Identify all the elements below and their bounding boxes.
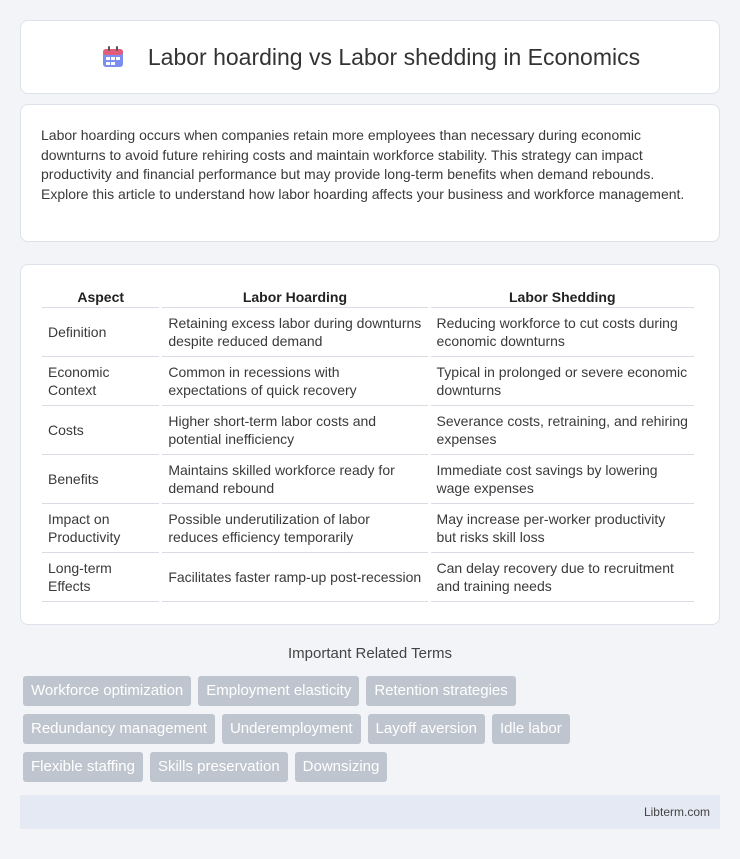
title-card xyxy=(20,20,720,94)
tag-underemployment[interactable]: Underemployment xyxy=(222,714,361,744)
page-title-text: Labor hoarding vs Labor shedding in Economics xyxy=(147,43,641,70)
comparison-table-card xyxy=(20,264,720,625)
tag-row xyxy=(23,676,723,706)
tag-layoff-aversion[interactable]: Layoff aversion xyxy=(368,714,485,744)
row-aspect: Definition xyxy=(42,308,159,357)
row-hoarding: Retaining excess labor during downturns despite reduced demand xyxy=(162,308,427,357)
calendar-icon xyxy=(100,44,126,70)
row-shedding: Immediate cost savings by lowering wage expenses xyxy=(431,455,694,504)
row-aspect: Costs xyxy=(42,406,159,455)
row-aspect: Benefits xyxy=(42,455,159,504)
row-hoarding: Possible underutilization of labor reduces efficiency temporarily xyxy=(162,504,427,553)
row-hoarding: Maintains skilled workforce ready for demand rebound xyxy=(162,455,427,504)
row-hoarding: Facilitates faster ramp-up post-recession xyxy=(162,553,427,602)
intro-card xyxy=(20,104,720,242)
tag-retention-strategies[interactable]: Retention strategies xyxy=(366,676,515,706)
row-shedding: Severance costs, retraining, and rehiring expenses xyxy=(431,406,694,455)
table-header-row xyxy=(42,285,694,308)
tag-redundancy-management[interactable]: Redundancy management xyxy=(23,714,215,744)
tag-skills-preservation[interactable]: Skills preservation xyxy=(150,752,288,782)
table-row xyxy=(42,357,694,406)
intro-text: Labor hoarding occurs when companies retain more employees than necessary during economic downturns to avoid future rehiring costs and maintain workforce stability. This strategy can impact productivity and financial performance but may provide long-term benefits when demand rebounds. Explore this article to understand how labor hoarding affects your business and workforce management. xyxy=(41,127,685,202)
related-terms-list xyxy=(23,676,723,790)
row-hoarding: Higher short-term labor costs and potential inefficiency xyxy=(162,406,427,455)
table-row xyxy=(42,406,694,455)
row-shedding: Reducing workforce to cut costs during economic downturns xyxy=(431,308,694,357)
header-labor-hoarding: Labor Hoarding xyxy=(162,285,427,308)
page-title xyxy=(100,44,640,71)
row-hoarding: Common in recessions with expectations of quick recovery xyxy=(162,357,427,406)
row-aspect: Economic Context xyxy=(42,357,159,406)
table-row xyxy=(42,308,694,357)
footer xyxy=(20,795,720,829)
row-shedding: Can delay recovery due to recruitment and training needs xyxy=(431,553,694,602)
header-aspect: Aspect xyxy=(42,285,159,308)
row-aspect: Long-term Effects xyxy=(42,553,159,602)
tag-flexible-staffing[interactable]: Flexible staffing xyxy=(23,752,143,782)
comparison-table xyxy=(39,285,697,602)
header-labor-shedding: Labor Shedding xyxy=(431,285,694,308)
tag-row xyxy=(23,752,723,782)
related-terms-title: Important Related Terms xyxy=(288,645,452,662)
tag-workforce-optimization[interactable]: Workforce optimization xyxy=(23,676,191,706)
tag-downsizing[interactable]: Downsizing xyxy=(295,752,388,782)
table-row xyxy=(42,553,694,602)
table-row xyxy=(42,504,694,553)
table-row xyxy=(42,455,694,504)
footer-site-link[interactable]: Libterm.com xyxy=(643,805,710,819)
row-shedding: May increase per-worker productivity but risks skill loss xyxy=(431,504,694,553)
row-shedding: Typical in prolonged or severe economic downturns xyxy=(431,357,694,406)
tag-row xyxy=(23,714,723,744)
tag-idle-labor[interactable]: Idle labor xyxy=(492,714,570,744)
row-aspect: Impact on Productivity xyxy=(42,504,159,553)
tag-employment-elasticity[interactable]: Employment elasticity xyxy=(198,676,359,706)
